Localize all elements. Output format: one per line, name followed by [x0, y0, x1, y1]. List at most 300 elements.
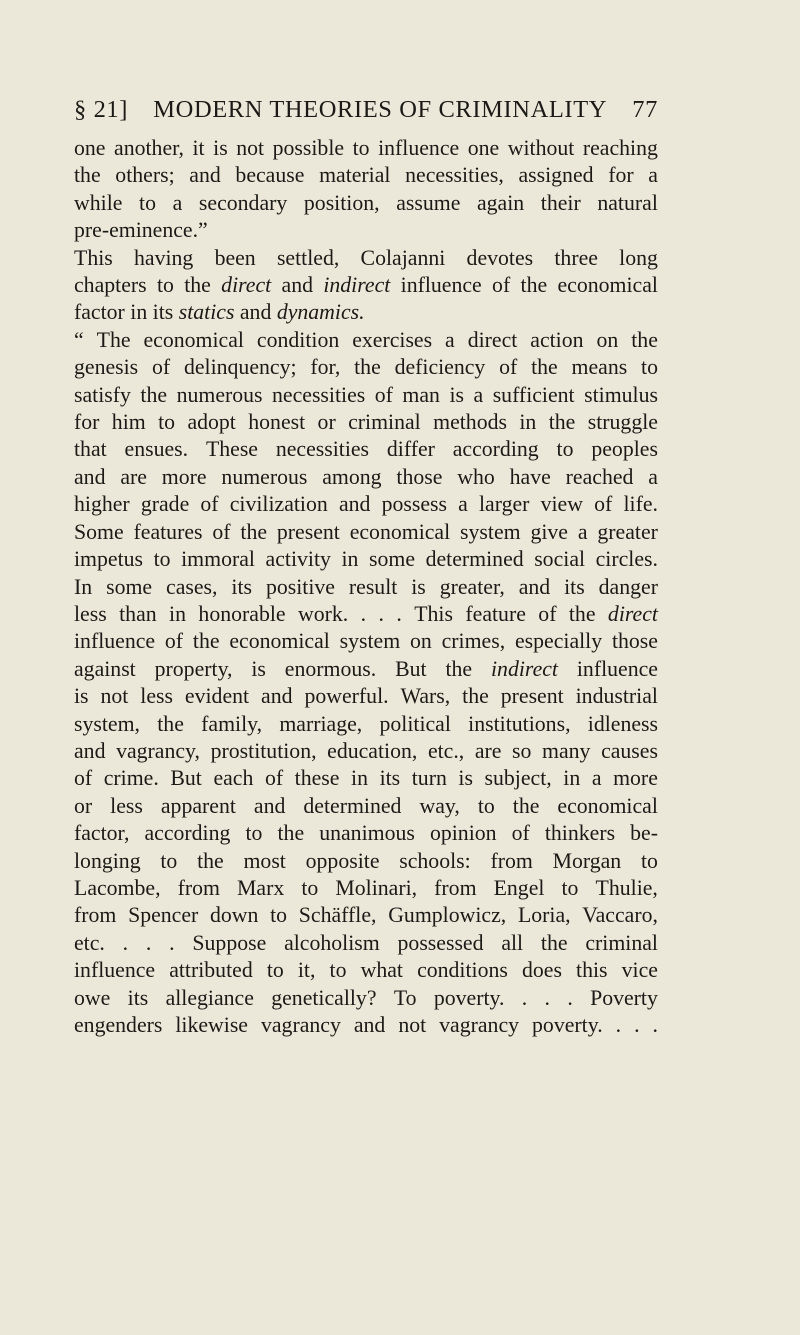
word: those: [611, 629, 658, 654]
text-line: [74, 491, 658, 518]
word: from: [434, 875, 477, 900]
word: not: [100, 684, 129, 709]
word: the: [240, 519, 268, 544]
word: of: [212, 519, 231, 544]
word: more: [161, 464, 207, 489]
word: of: [164, 629, 184, 654]
word: positive: [265, 574, 335, 599]
word: a: [648, 464, 658, 489]
word: .: [396, 601, 402, 626]
word: are: [474, 738, 502, 763]
word: who: [457, 464, 495, 489]
word: have: [509, 464, 551, 489]
text-run: and: [234, 300, 277, 325]
word: vagrancy: [260, 1013, 341, 1037]
word: more: [613, 766, 658, 791]
word: Some: [74, 519, 124, 544]
text-line: [74, 272, 658, 299]
word: on: [596, 327, 619, 352]
word: etc.: [74, 930, 105, 955]
text-run: pre-eminence.”: [74, 218, 208, 243]
word: for,: [310, 355, 341, 380]
word: the: [197, 848, 224, 873]
italic-word: direct: [221, 273, 272, 298]
word: reached: [565, 464, 634, 489]
word: is: [458, 766, 473, 791]
word: another,: [114, 136, 184, 160]
word: influence: [576, 656, 658, 681]
word: is: [449, 382, 464, 407]
word: Wars,: [400, 684, 451, 709]
word: to: [556, 437, 574, 462]
word: give: [530, 519, 568, 544]
word: methods: [433, 410, 507, 435]
italic-word: direct: [607, 601, 658, 626]
word: possessed: [397, 930, 484, 955]
word: .: [567, 985, 573, 1010]
word: stimulus: [584, 382, 658, 407]
word: adopt: [187, 410, 236, 435]
word: others;: [115, 163, 175, 188]
word: it,: [297, 958, 316, 983]
word: him: [111, 410, 146, 435]
word: is: [74, 684, 89, 709]
word: larger: [479, 492, 530, 517]
word: unanimous: [319, 821, 415, 846]
word: to: [270, 903, 288, 928]
word: longing: [74, 848, 141, 873]
word: .: [378, 601, 384, 626]
word: the: [531, 355, 558, 380]
text-line: [74, 930, 658, 957]
word: determined: [425, 547, 524, 572]
word: and: [353, 1013, 386, 1037]
word: This: [414, 601, 453, 626]
word: present: [276, 519, 340, 544]
word: influence: [74, 629, 156, 654]
text-line: [74, 875, 658, 902]
text-line: [74, 738, 658, 765]
word: “: [74, 327, 84, 352]
word: to: [158, 410, 176, 435]
word: family,: [201, 711, 263, 736]
word: action: [530, 327, 584, 352]
word: Molinari,: [335, 875, 418, 900]
word: having: [134, 245, 194, 270]
word: idleness: [587, 711, 658, 736]
word: to: [329, 958, 347, 983]
text-line: [74, 683, 658, 710]
word: of: [511, 821, 530, 846]
word: economical: [349, 519, 451, 544]
word: its: [127, 985, 149, 1010]
word: most: [243, 848, 286, 873]
word: poverty.: [433, 985, 505, 1010]
word: view: [540, 492, 583, 517]
word: feature: [465, 601, 526, 626]
text-line: [74, 601, 658, 628]
word: than: [119, 601, 157, 626]
word: differ: [386, 437, 435, 462]
word: life.: [623, 492, 658, 517]
word: to: [477, 793, 495, 818]
word: .: [360, 601, 367, 626]
word: opinion: [429, 821, 497, 846]
word: Colajanni: [360, 245, 446, 270]
text-line: [74, 135, 658, 162]
word: Poverty: [590, 985, 658, 1010]
word: .: [521, 985, 528, 1010]
word: cases,: [166, 574, 218, 599]
word: civilization: [229, 492, 328, 517]
word: conditions: [417, 958, 508, 983]
word: assigned: [518, 163, 594, 188]
word: means: [571, 355, 628, 380]
word: These: [205, 437, 258, 462]
word: the: [520, 273, 548, 298]
word: a: [648, 163, 658, 188]
word: thinkers: [544, 821, 616, 846]
text-line: [74, 519, 658, 546]
word: of: [74, 766, 93, 791]
word: the: [140, 382, 168, 407]
word: allegiance: [165, 985, 254, 1010]
word: peoples: [591, 437, 658, 462]
word: exercises: [352, 327, 433, 352]
word: alcoholism: [284, 930, 380, 955]
word: assume: [396, 190, 461, 215]
text-line: [74, 1012, 658, 1039]
word: natural: [597, 190, 658, 215]
word: and: [189, 163, 221, 188]
text-line: [74, 628, 658, 655]
word: in: [169, 601, 187, 626]
word: these: [294, 766, 340, 791]
word: down: [209, 903, 259, 928]
word: does: [521, 958, 562, 983]
word: The: [96, 327, 131, 352]
word: likewise: [175, 1013, 248, 1037]
word: this: [576, 958, 608, 983]
word: But: [170, 766, 202, 791]
word: in: [563, 766, 581, 791]
word: greater: [597, 519, 658, 544]
word: system,: [74, 711, 140, 736]
text-line: [74, 436, 658, 463]
word: subject,: [484, 766, 552, 791]
word: three: [554, 245, 598, 270]
word: the: [184, 273, 211, 298]
word: one: [467, 136, 500, 160]
word: a: [473, 382, 484, 407]
word: it: [192, 136, 205, 160]
word: economical: [229, 629, 330, 654]
word: criminal: [585, 930, 658, 955]
word: attributed: [169, 958, 253, 983]
word: Morgan: [552, 848, 622, 873]
word: Marx: [237, 875, 285, 900]
word: necessities,: [405, 163, 504, 188]
word: influence: [378, 136, 460, 160]
word: marriage,: [279, 711, 363, 736]
text-line: [74, 848, 658, 875]
word: from: [490, 848, 533, 873]
italic-word: indirect: [323, 273, 391, 298]
word: danger: [598, 574, 658, 599]
word: for: [608, 163, 634, 188]
word: Engel: [493, 875, 545, 900]
word: ensues.: [124, 437, 189, 462]
text-line: [74, 162, 658, 189]
word: .: [634, 1013, 640, 1037]
word: chapters: [74, 273, 147, 298]
body-text: [74, 135, 658, 1039]
word: possible: [272, 136, 345, 160]
word: its: [231, 574, 253, 599]
word: To: [393, 985, 417, 1010]
word: Thulie,: [595, 875, 658, 900]
word: property,: [154, 656, 233, 681]
text-line: [74, 546, 658, 573]
word: their: [540, 190, 581, 215]
word: in: [519, 410, 537, 435]
word: to: [160, 848, 178, 873]
word: the: [568, 601, 596, 626]
text-line: [74, 574, 658, 601]
word: to: [153, 547, 171, 572]
word: Spencer: [128, 903, 199, 928]
word: be-: [630, 821, 658, 846]
word: vice: [621, 958, 658, 983]
word: Vaccaro,: [582, 903, 658, 928]
word: material: [319, 163, 391, 188]
word: some: [369, 547, 416, 572]
word: economical: [557, 793, 658, 818]
text-line: [74, 711, 658, 738]
word: less: [140, 684, 173, 709]
word: numerous: [176, 382, 263, 407]
word: while: [74, 190, 123, 215]
word: are: [120, 464, 147, 489]
word: numerous: [221, 464, 308, 489]
word: enormous.: [284, 656, 377, 681]
word: in: [341, 547, 359, 572]
word: crime.: [103, 766, 159, 791]
word: is: [251, 656, 266, 681]
text-line: [74, 902, 658, 929]
text-line: [74, 382, 658, 409]
word: work.: [297, 601, 349, 626]
word: position,: [303, 190, 380, 215]
text-line: [74, 245, 658, 272]
page-number: 77: [632, 96, 658, 123]
word: necessities: [272, 382, 366, 407]
word: social: [534, 547, 586, 572]
word: or: [74, 793, 93, 818]
word: Suppose: [192, 930, 267, 955]
word: many: [542, 738, 591, 763]
word: the: [192, 629, 220, 654]
text-line: [74, 327, 658, 354]
word: to: [301, 875, 319, 900]
word: genesis: [74, 355, 139, 380]
word: apparent: [160, 793, 236, 818]
word: less: [74, 601, 107, 626]
word: poverty.: [532, 1013, 603, 1037]
word: especially: [514, 629, 603, 654]
word: owe: [74, 985, 111, 1010]
text-line: [74, 190, 658, 217]
word: circles.: [595, 547, 658, 572]
word: on: [410, 629, 432, 654]
word: of: [264, 766, 284, 791]
word: honorable: [198, 601, 286, 626]
word: of: [200, 492, 219, 517]
word: to: [641, 355, 658, 380]
text-line: [74, 820, 658, 847]
text-line: [74, 464, 658, 491]
word: one: [74, 136, 106, 160]
word: a: [591, 766, 602, 791]
word: is: [213, 136, 228, 160]
word: so: [512, 738, 532, 763]
word: of: [492, 273, 511, 298]
word: the: [74, 163, 101, 188]
word: schools:: [399, 848, 471, 873]
word: way,: [419, 793, 460, 818]
word: evident: [184, 684, 250, 709]
word: education,: [327, 738, 418, 763]
running-title: MODERN THEORIES OF CRIMINALITY: [153, 96, 608, 123]
word: Schäffle,: [298, 903, 377, 928]
text-line: [74, 354, 658, 381]
word: .: [169, 930, 175, 955]
word: to: [352, 136, 370, 160]
word: the: [354, 355, 381, 380]
word: and: [74, 738, 106, 763]
word: turn: [411, 766, 447, 791]
word: immoral: [181, 547, 255, 572]
word: causes: [601, 738, 658, 763]
word: to: [139, 190, 157, 215]
word: been: [214, 245, 256, 270]
word: from: [74, 903, 117, 928]
word: in: [351, 766, 368, 791]
word: sufficient: [492, 382, 575, 407]
word: criminal: [348, 410, 421, 435]
word: to: [266, 958, 284, 983]
word: factor,: [74, 821, 130, 846]
word: of: [538, 601, 557, 626]
text-run: factor in its: [74, 300, 179, 325]
word: settled,: [276, 245, 340, 270]
word: the: [512, 793, 540, 818]
word: influence: [74, 958, 156, 983]
word: the: [157, 711, 184, 736]
word: not: [236, 136, 265, 160]
word: those: [396, 464, 443, 489]
word: because: [235, 163, 305, 188]
word: political: [379, 711, 451, 736]
word: necessities: [275, 437, 370, 462]
word: again: [476, 190, 525, 215]
italic-text: statics: [178, 300, 235, 325]
word: of: [499, 355, 518, 380]
word: to: [245, 821, 263, 846]
word: secondary: [198, 190, 288, 215]
text-line: [74, 985, 658, 1012]
word: greater,: [439, 574, 505, 599]
word: In: [74, 574, 93, 599]
word: satisfy: [74, 382, 131, 407]
word: less: [110, 793, 143, 818]
word: against: [74, 656, 136, 681]
word: man: [402, 382, 440, 407]
word: each: [213, 766, 254, 791]
word: struggle: [587, 410, 658, 435]
word: powerful.: [304, 684, 389, 709]
word: and: [281, 273, 314, 298]
word: features: [133, 519, 203, 544]
word: deficiency: [394, 355, 486, 380]
text-line: [74, 409, 658, 436]
word: .: [145, 930, 152, 955]
word: condition: [256, 327, 340, 352]
word: a: [577, 519, 588, 544]
word: the: [462, 684, 489, 709]
word: delinquency;: [183, 355, 297, 380]
word: reaching: [582, 136, 658, 160]
word: to: [156, 273, 174, 298]
text-line: [74, 656, 658, 683]
text-line: [74, 765, 658, 792]
word: is: [411, 574, 426, 599]
word: long: [619, 245, 658, 270]
word: Loria,: [517, 903, 571, 928]
word: vagrancy: [439, 1013, 520, 1037]
word: present: [500, 684, 564, 709]
word: the: [445, 656, 473, 681]
word: without: [507, 136, 575, 160]
word: .: [652, 1013, 658, 1037]
word: that: [74, 437, 107, 462]
text-line: [74, 793, 658, 820]
word: and: [74, 464, 106, 489]
word: influence: [400, 273, 482, 298]
word: not: [398, 1013, 427, 1037]
word: from: [177, 875, 220, 900]
word: prostitution,: [210, 738, 317, 763]
word: the: [548, 410, 576, 435]
word: its: [379, 766, 401, 791]
word: impetus: [74, 547, 144, 572]
word: the: [631, 327, 658, 352]
word: a: [458, 492, 468, 517]
word: the: [540, 930, 568, 955]
word: of: [374, 382, 393, 407]
word: and: [261, 684, 293, 709]
word: activity: [265, 547, 331, 572]
word: .: [615, 1013, 622, 1037]
word: opposite: [305, 848, 380, 873]
word: economical: [557, 273, 658, 298]
word: a: [172, 190, 183, 215]
word: some: [106, 574, 153, 599]
italic-text: dynamics.: [276, 300, 365, 325]
word: of: [594, 492, 613, 517]
word: .: [544, 985, 550, 1010]
word: This: [74, 245, 113, 270]
